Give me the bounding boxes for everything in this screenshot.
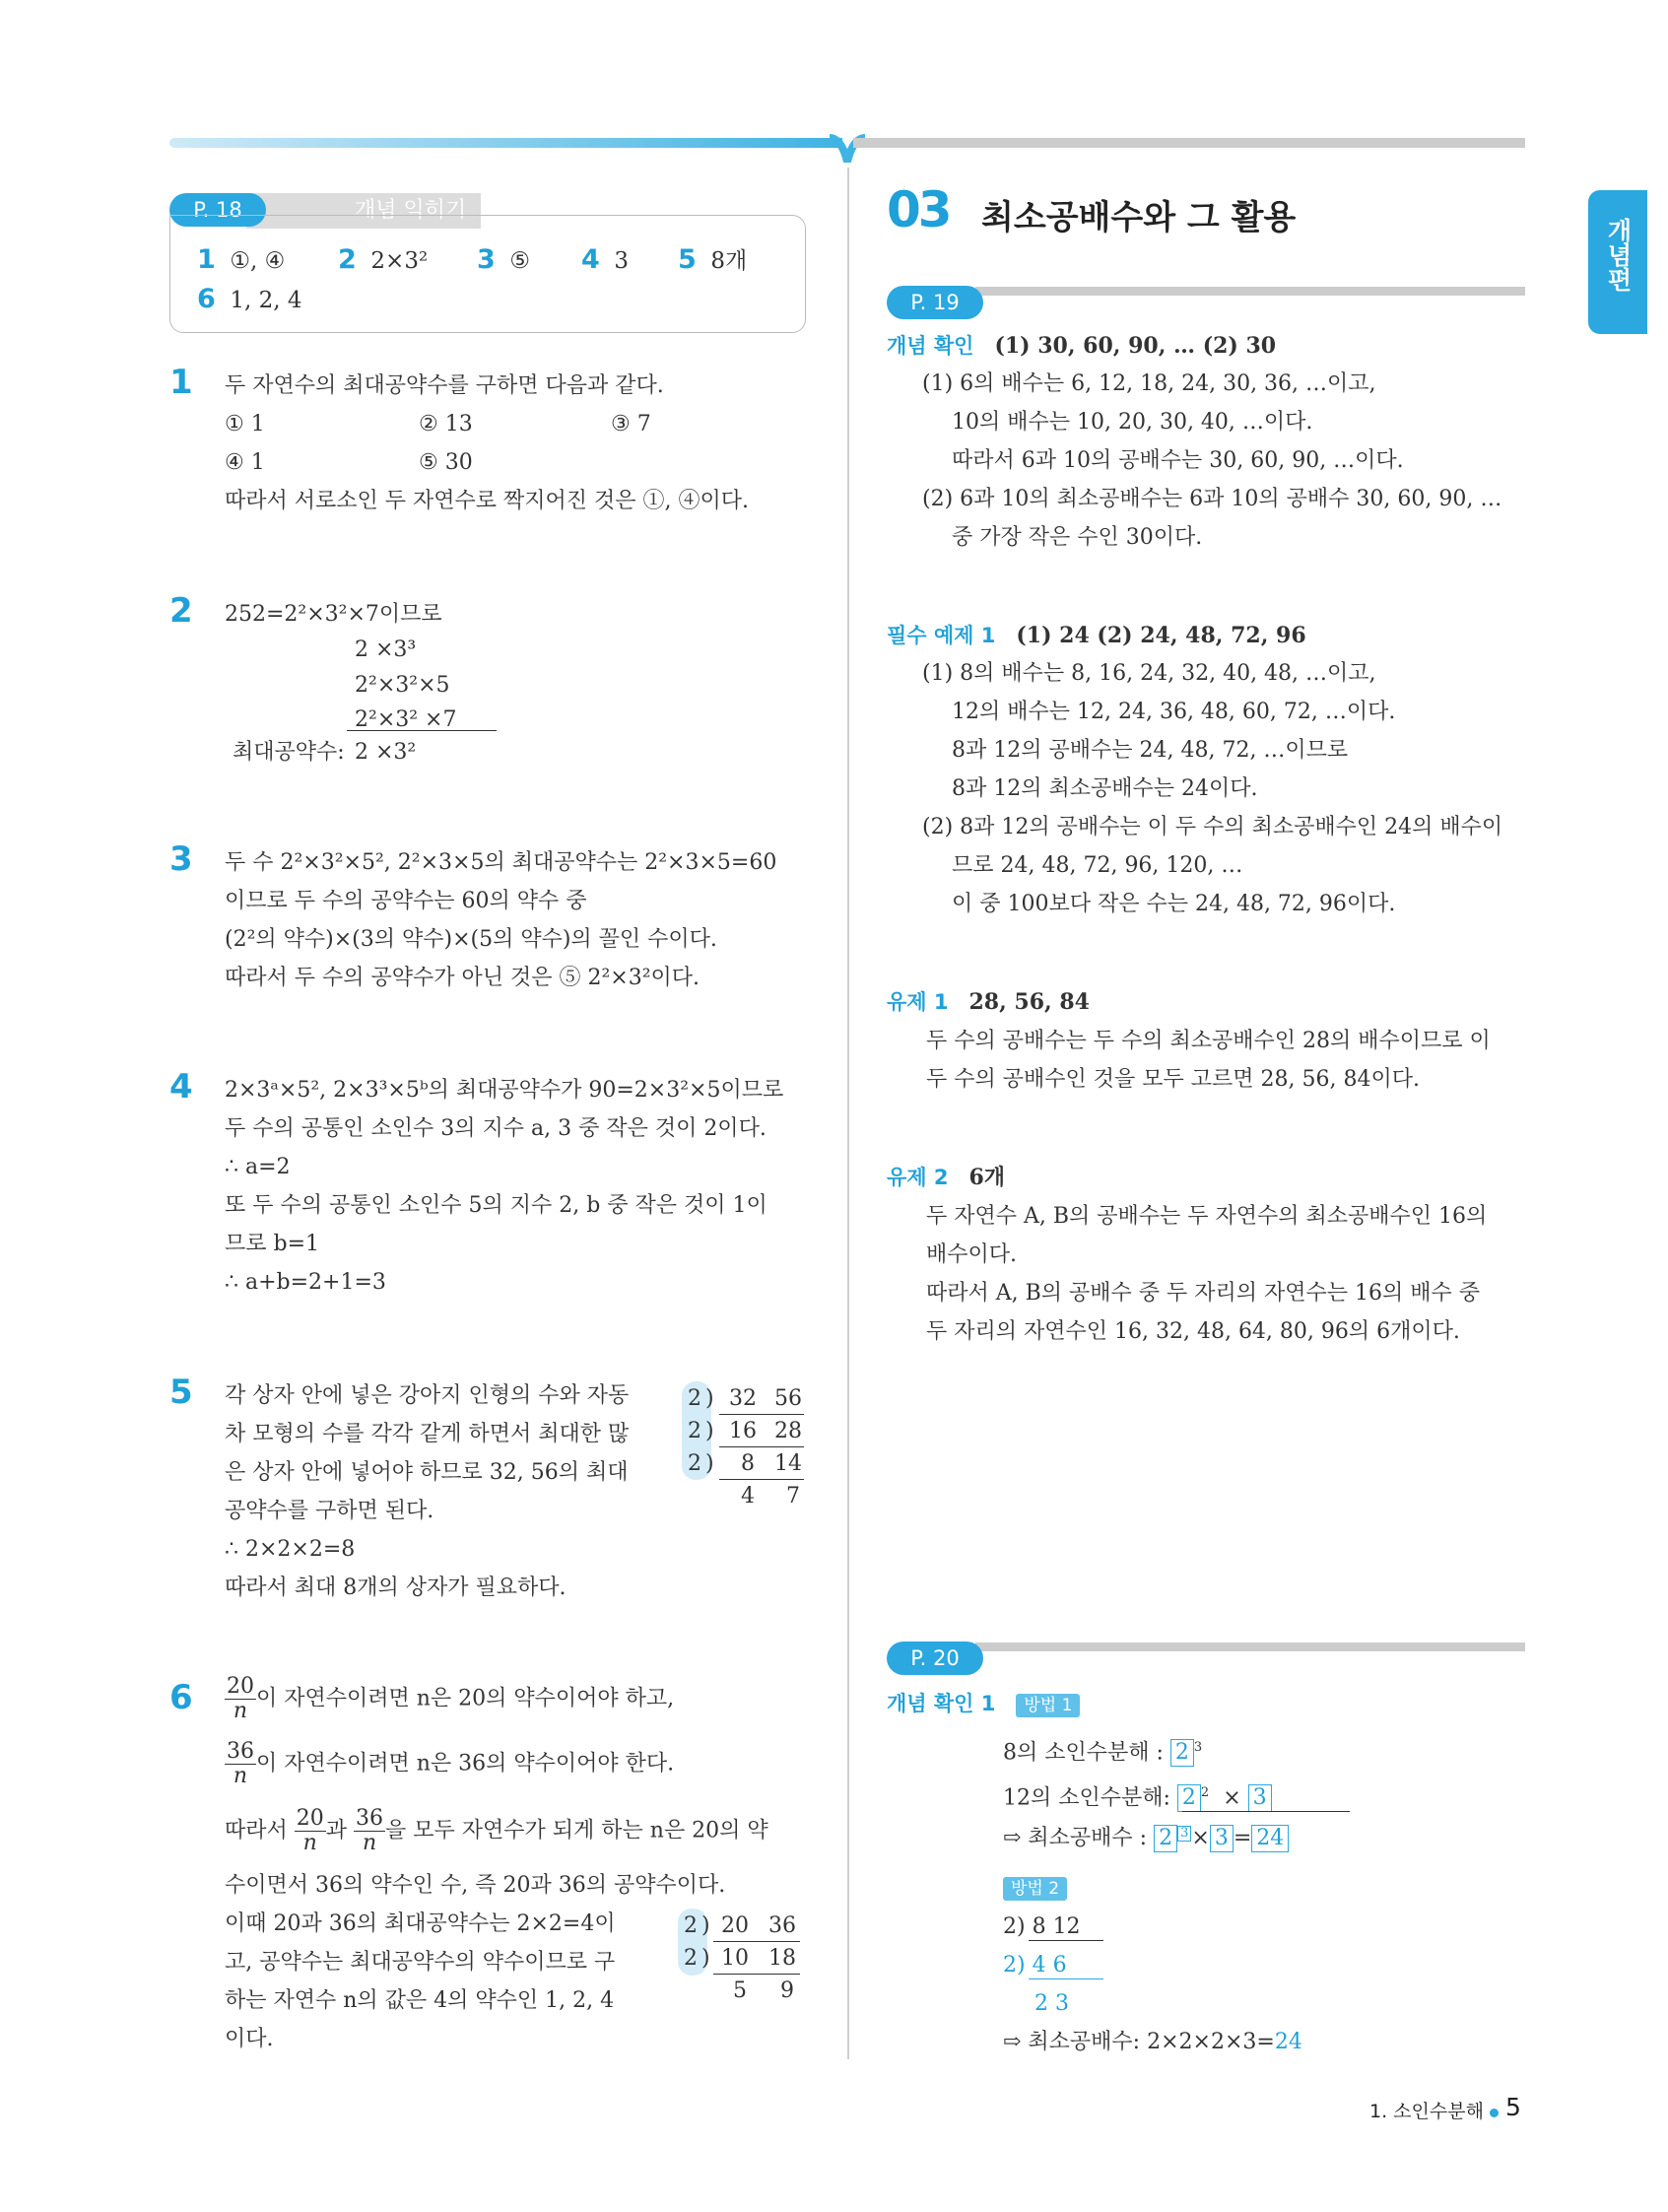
problem-5-b-1: 56 [774,1386,802,1411]
exercise-1-line-1: 두 수의 공배수는 두 수의 최소공배수인 28의 배수이므로 이 [926,1029,1491,1053]
exp-2-b: 2 [1200,1785,1210,1800]
method-1-row-3-label: ⇨ 최소공배수 : [1003,1826,1148,1850]
method-1-badge: 방법 1 [1016,1694,1080,1717]
frac-num-36: 36 [227,1739,254,1764]
equals-sign-c: = [1233,1826,1252,1850]
problem-6-line-1 [225,1675,674,1723]
problem-1-line-1: 두 자연수의 최대공약수를 구하면 다음과 같다. [225,373,664,398]
problem-6-line-3a: 따라서 [225,1818,288,1843]
method-2-header [1003,1868,1067,1907]
problem-2-rule [347,730,497,731]
problem-6-line-2-text: 이 자연수이려면 n은 36의 약수이어야 한다. [256,1751,675,1776]
problem-6-b-1: 36 [768,1913,796,1938]
problem-3-number: 3 [169,839,193,879]
concept-check-label: 개념 확인 [887,334,974,358]
frac-den-n-4: n [362,1831,377,1855]
exercise-1-line-2: 두 수의 공배수인 것을 모두 고르면 28, 56, 84이다. [926,1067,1420,1092]
method-2-rule-1 [1029,1940,1103,1941]
problem-4-line-4: 또 두 수의 공통인 소인수 5의 지수 2, b 중 작은 것이 1이 [225,1193,767,1218]
problem-6-line-5: 이때 20과 36의 최대공약수는 2×2=4이 [225,1911,616,1936]
footer-page-number: 5 [1505,2093,1521,2121]
problem-6-line-1-text: 이 자연수이려면 n은 20의 약수이어야 하고, [256,1686,675,1711]
fraction-20-over-n [225,1675,256,1723]
fraction-36-over-n [225,1740,256,1788]
problem-6-rule-2 [713,1974,800,1975]
problem-6-line-8: 이다. [225,2027,274,2051]
problem-5-line-1: 각 상자 안에 넣은 강아지 인형의 수와 자동 [225,1383,630,1408]
p19-rule [975,287,1525,296]
fraction-20-over-n-b [295,1807,326,1855]
problem-5-rule-3 [719,1479,804,1480]
p20-rule [975,1642,1525,1651]
page-20-pill [887,1642,983,1675]
exercise-2-line-3: 따라서 A, B의 공배수 중 두 자리의 자연수는 16의 배수 중 [926,1281,1481,1306]
problem-3-line-2: 이므로 두 수의 공약수는 60의 약수 중 [225,889,587,913]
problem-3-line-3: (2²의 약수)×(3의 약수)×(5의 약수)의 꼴인 수이다. [225,927,717,952]
problem-1-opt-3: ③ 7 [611,412,651,436]
section-title: 최소공배수와 그 활용 [981,198,1297,237]
problem-6-b-3: 9 [780,1978,794,2003]
problem-5-line-5: ∴ 2×2×2=8 [225,1537,356,1562]
concept-check-2-label: 개념 확인 1 [887,1692,996,1715]
problem-6-line-3c: 을 모두 자연수가 되게 하는 n은 20의 약 [385,1818,768,1843]
answer-5-num: 5 [678,244,697,275]
problem-5-rule-1 [719,1414,804,1415]
concept-check-line-4: (2) 6과 10의 최소공배수는 6과 10의 공배수 30, 60, 90, … [922,487,1502,511]
method-1-rule [1182,1811,1350,1812]
problem-6-line-3b: 과 [325,1818,348,1843]
problem-2-number: 2 [169,591,193,631]
concept-check-line-1: (1) 6의 배수는 6, 12, 18, 24, 30, 36, …이고, [922,371,1376,396]
page-19-pill [887,286,983,319]
problem-4-line-6: ∴ a+b=2+1=3 [225,1270,386,1295]
answer-row-6 [197,280,302,320]
box-2-c: 2 [1154,1825,1177,1852]
method-2-row-2: 2) 4 6 [1003,1953,1067,1977]
top-rule-right [853,138,1525,148]
problem-4-line-5: 므로 b=1 [225,1232,320,1256]
method-2-final-value: 24 [1274,2030,1302,2054]
problem-4-line-3: ∴ a=2 [225,1155,291,1179]
answer-2-num: 2 [338,244,357,275]
exercise-2-line-2: 배수이다. [926,1242,1018,1267]
section-number: 03 [887,181,950,238]
problem-5-bracket-1: ) [705,1386,714,1411]
box-24: 24 [1251,1825,1289,1852]
example-1-line-7: 이 중 100보다 작은 수는 24, 48, 72, 96이다. [952,892,1396,916]
answer-5-value: 8개 [710,248,748,274]
box-2-b: 2 [1177,1784,1201,1812]
problem-1-number: 1 [169,363,193,402]
exercise-2-line-1: 두 자연수 A, B의 공배수는 두 자연수의 최소공배수인 16의 [926,1204,1488,1229]
problem-6-bracket-2: ) [701,1946,710,1971]
problem-2-gcd-label: 최대공약수: [233,740,345,765]
exercise-1-answer: 28, 56, 84 [968,989,1090,1015]
exercise-2-line-4: 두 자리의 자연수인 16, 32, 48, 64, 80, 96의 6개이다. [926,1319,1460,1344]
frac-num-20-b: 20 [296,1806,324,1831]
method-1-row-1 [1003,1728,1202,1772]
exercise-1-label: 유제 1 [887,990,949,1014]
problem-5-a-4: 4 [741,1484,755,1508]
exercise-2-header [887,1159,1005,1197]
problem-6-a-1: 20 [721,1913,749,1938]
answer-6-value: 1, 2, 4 [230,288,302,313]
problem-1-opt-5: ⑤ 30 [419,450,473,475]
answer-row-4 [581,240,629,281]
problem-6-bracket-1: ) [701,1913,710,1938]
method-2-rule-2 [1029,1978,1103,1979]
answer-1-value: ①, ④ [230,248,286,274]
frac-num-36-b: 36 [356,1806,384,1831]
page-19-label: P. 19 [910,291,960,314]
problem-6-line-3 [225,1807,768,1855]
problem-2-row-2: 2²×3²×5 [355,673,450,698]
frac-num-20: 20 [227,1674,254,1699]
answer-row-2 [338,240,428,281]
problem-5-bracket-3: ) [705,1451,714,1476]
top-rule-left [169,138,842,148]
problem-5-divisor-1: 2 [688,1386,701,1411]
problem-6-number: 6 [169,1678,193,1717]
method-2-row-3: 2 3 [1034,1991,1069,2016]
page-18-label: P. 18 [193,198,242,222]
exercise-2-answer: 6개 [968,1165,1006,1190]
problem-6-b-2: 18 [768,1946,796,1971]
concept-check-2-header [887,1685,1080,1723]
example-1-line-4: 8과 12의 최소공배수는 24이다. [952,776,1258,801]
problem-5-b-3: 14 [774,1451,802,1476]
answer-4-value: 3 [614,248,630,274]
example-1-line-2: 12의 배수는 12, 24, 36, 48, 60, 72, …이다. [952,700,1396,724]
problem-2-line-1: 252=2²×3²×7이므로 [225,602,442,627]
concept-check-line-3: 따라서 6과 10의 공배수는 30, 60, 90, …이다. [952,448,1404,473]
problem-5-line-2: 차 모형의 수를 각각 같게 하면서 최대한 많 [225,1422,630,1446]
concept-check-answer: (1) 30, 60, 90, … (2) 30 [994,333,1277,359]
example-1-line-6: 므로 24, 48, 72, 96, 120, … [952,853,1243,878]
example-1-answer: (1) 24 (2) 24, 48, 72, 96 [1016,623,1306,648]
times-sign-c: × [1191,1826,1210,1850]
problem-6-divisor-2: 2 [684,1946,698,1971]
example-1-header [887,617,1306,655]
side-tab-label: 개념편 [1604,218,1633,292]
problem-1-line-2: 따라서 서로소인 두 자연수로 짝지어진 것은 ①, ④이다. [225,489,749,513]
problem-5-line-6: 따라서 최대 8개의 상자가 필요하다. [225,1575,567,1600]
concept-practice-title: 개념 익히기 [355,198,467,223]
exp-3-a: 3 [1193,1740,1203,1755]
answer-2-value: 2×3² [370,248,429,274]
exercise-2-label: 유제 2 [887,1166,949,1189]
problem-6-divisor-1: 2 [684,1913,698,1938]
problem-1-opt-2: ② 13 [419,412,473,436]
problem-2-gcd: 2 ×3² [355,740,417,765]
problem-6-a-3: 5 [733,1978,747,2003]
problem-5-b-4: 7 [786,1484,800,1508]
times-sign-b: × [1223,1785,1241,1811]
footer-chapter: 1. 소인수분해 [1369,2101,1484,2122]
problem-6-line-6: 고, 공약수는 최대공약수의 약수이므로 구 [225,1950,616,1975]
answer-3-num: 3 [477,244,496,275]
concept-check-line-2: 10의 배수는 10, 20, 30, 40, …이다. [952,410,1313,435]
problem-5-b-2: 28 [774,1419,802,1443]
problem-5-line-3: 은 상자 안에 넣어야 하므로 32, 56의 최대 [225,1460,629,1485]
concept-check-line-5: 중 가장 작은 수인 30이다. [952,525,1203,550]
problem-6-line-7: 하는 자연수 n의 값은 4의 약수인 1, 2, 4 [225,1988,615,2013]
method-1-row-3 [1003,1819,1289,1857]
answer-1-num: 1 [197,244,216,275]
problem-4-line-2: 두 수의 공통인 소인수 3의 지수 a, 3 중 작은 것이 2이다. [225,1116,767,1141]
problem-5-number: 5 [169,1373,193,1412]
answer-row-3 [477,240,530,281]
method-2-final [1003,2023,1302,2061]
problem-6-a-2: 10 [721,1946,749,1971]
problem-2-row-3: 2²×3² ×7 [355,707,457,732]
method-1-row-2-label: 12의 소인수분해: [1003,1785,1170,1811]
method-1-row-1-label: 8의 소인수분해 : [1003,1740,1164,1766]
problem-5-a-3: 8 [741,1451,755,1476]
method-2-final-label: ⇨ 최소공배수: 2×2×2×3= [1003,2030,1275,2054]
method-2-badge: 방법 2 [1003,1877,1067,1901]
example-1-line-3: 8과 12의 공배수는 24, 48, 72, …이므로 [952,738,1349,763]
side-tab[interactable] [1588,190,1647,334]
problem-5-divisor-3: 2 [688,1451,701,1476]
problem-6-line-2 [225,1740,674,1788]
problem-5-a-2: 16 [729,1419,757,1443]
answer-row-1 [197,240,285,281]
exp-box-3-c: 3 [1177,1826,1191,1842]
frac-den-n-2: n [233,1764,248,1788]
problem-6-rule-1 [713,1941,800,1942]
frac-den-n-3: n [302,1831,317,1855]
problem-2-row-1: 2 ×3³ [355,637,417,662]
concept-check-header [887,327,1276,366]
problem-3-line-4: 따라서 두 수의 공약수가 아닌 것은 ⑤ 2²×3²이다. [225,966,701,990]
footer-dot [1490,2109,1499,2117]
answer-6-num: 6 [197,284,216,314]
example-1-line-1: (1) 8의 배수는 8, 16, 24, 32, 40, 48, …이고, [922,661,1376,686]
answer-3-value: ⑤ [509,248,531,274]
problem-1-opt-4: ④ 1 [225,450,265,475]
problem-5-line-4: 공약수를 구하면 된다. [225,1499,434,1523]
problem-6-line-4: 수이면서 36의 약수인 수, 즉 20과 36의 공약수이다. [225,1873,726,1898]
exercise-1-header [887,983,1090,1022]
box-2-a: 2 [1170,1739,1194,1767]
fraction-36-over-n-b [354,1807,385,1855]
method-2-row-1: 2) 8 12 [1003,1914,1081,1939]
answer-4-num: 4 [581,244,600,275]
frac-den-n: n [233,1699,248,1723]
problem-1-opt-1: ① 1 [225,412,265,436]
problem-5-rule-2 [719,1446,804,1447]
answer-row-5 [678,240,747,281]
problem-4-line-1: 2×3ᵃ×5², 2×3³×5ᵇ의 최대공약수가 90=2×3²×5이므로 [225,1078,784,1103]
page-20-label: P. 20 [910,1646,960,1670]
problem-4-number: 4 [169,1067,193,1106]
problem-5-divisor-2: 2 [688,1419,701,1443]
problem-5-a-1: 32 [729,1386,757,1411]
box-3-c: 3 [1210,1825,1234,1852]
column-divider [847,168,849,2059]
problem-5-bracket-2: ) [705,1419,714,1443]
box-3-b: 3 [1248,1784,1272,1812]
example-1-label: 필수 예제 1 [887,624,996,647]
example-1-line-5: (2) 8과 12의 공배수는 이 두 수의 최소공배수인 24의 배수이 [922,815,1503,839]
problem-3-line-1: 두 수 2²×3²×5², 2²×3×5의 최대공약수는 2²×3×5=60 [225,850,777,875]
